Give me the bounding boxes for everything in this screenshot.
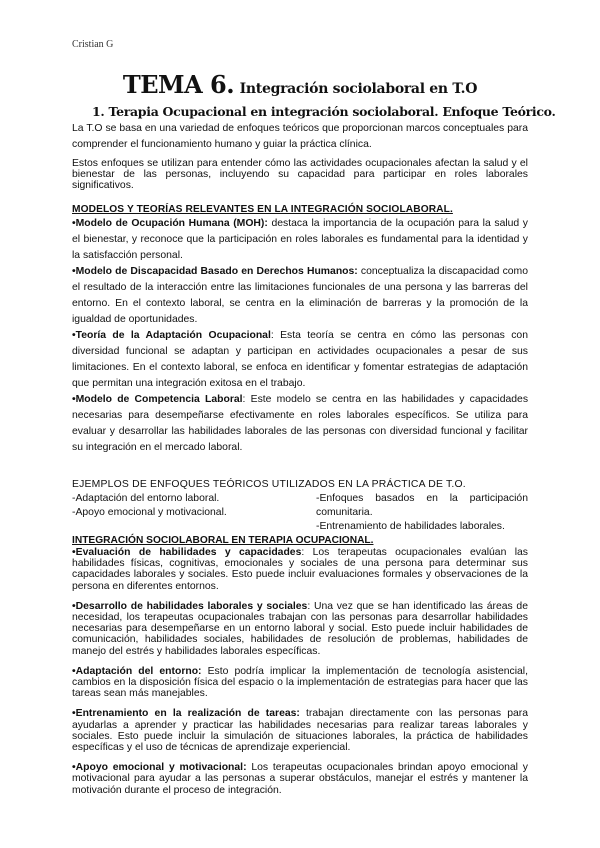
examples-columns <box>72 492 528 534</box>
model-item <box>72 328 528 392</box>
model-text: conceptualiza la discapacidad como el resultado de la interacción entre las limitaciones funcionales de una persona y las barreras del entorno. En el contexto laboral, se centra en la eliminación de barreras y la promoción de la igualdad de oportunidades. <box>72 266 528 325</box>
page-title <box>0 70 600 99</box>
model-text: destaca la importancia de la ocupación para la salud y el bienestar, y reconoce que la participación en roles laborales es fundamental para la identidad y la satisfacción personal. <box>72 218 529 261</box>
integration-item <box>72 708 528 753</box>
section-heading: 1. Terapia Ocupacional en integración sociolaboral. Enfoque Teórico. <box>92 104 556 119</box>
integration-label: •Entrenamiento en la realización de tareas: <box>72 708 300 720</box>
integration-heading: INTEGRACIÓN SOCIOLABORAL EN TERAPIA OCUPACIONAL. <box>72 535 374 546</box>
examples-right-column <box>316 492 528 534</box>
example-item: -Adaptación del entorno laboral. <box>72 493 220 504</box>
integration-label: •Apoyo emocional y motivacional: <box>72 762 247 774</box>
model-item <box>72 264 528 328</box>
examples-heading: EJEMPLOS DE ENFOQUES TEÓRICOS UTILIZADOS EN LA PRÁCTICA DE T.O. <box>72 479 466 490</box>
integration-label: •Desarrollo de habilidades laborales y sociales <box>72 600 308 612</box>
title-subtitle: Integración sociolaboral en T.O <box>239 81 478 97</box>
intro-paragraph: Estos enfoques se utilizan para entender cómo las actividades ocupacionales afectan la salud y el bienestar de las personas, incluyendo su capacidad para participar en roles laborales significativos. <box>72 158 528 191</box>
integration-text: trabajan directamente con las personas para ayudarlas a aprender y practicar las habilidades necesarias para realizar tareas laborales y sociales. Esto puede incluir la simulación de situaciones laborales, la práctica de habilidades específicas y el uso de técnicas de aprendizaje experiencial. <box>72 708 528 754</box>
integration-label: •Adaptación del entorno: <box>72 665 202 677</box>
model-label: •Teoría de la Adaptación Ocupacional <box>72 330 271 341</box>
integration-item <box>72 666 528 700</box>
model-label: •Modelo de Ocupación Humana (MOH): <box>72 218 268 229</box>
model-item <box>72 216 528 264</box>
integration-text: : Los terapeutas ocupacionales evalúan las habilidades físicas, cognitivas, emocionales y sociales de una persona para determinar sus capacidades laborales y sociales. Esto puede incluir evaluaciones formales y observaciones de la persona en diferentes entornos. <box>72 547 528 592</box>
models-heading: MODELOS Y TEORÍAS RELEVANTES EN LA INTEGRACIÓN SOCIOLABORAL. <box>72 204 453 215</box>
integration-item <box>72 601 528 657</box>
examples-left-column <box>72 492 304 534</box>
integration-item <box>72 762 528 796</box>
model-item <box>72 392 528 456</box>
page-header-author: Cristian G <box>72 39 114 50</box>
integration-text: : Una vez que se han identificado las áreas de necesidad, los terapeutas ocupacionales trabajan con las personas para desarrollar habilidades necesarias para desempeñarse en un entorno laboral y social. Esto puede incluir habilidades de comunicación, habilidades sociales, habilidades de resolución de problemas, habilidades de manejo del estrés y habilidades laborales específicas. <box>72 600 528 657</box>
intro-paragraph: La T.O se basa en una variedad de enfoques teóricos que proporcionan marcos conceptuales para comprender el funcionamiento humano y guiar la práctica clínica. <box>72 123 528 150</box>
model-text: : Esta teoría se centra en cómo las personas con diversidad funcional se adaptan y participan en actividades ocupacionales a pesar de sus limitaciones. En el contexto laboral, se enfoca en identificar y fomentar estrategias de adaptación que permitan una integración exitosa en el trabajo. <box>72 330 528 389</box>
integration-text: Los terapeutas ocupacionales brindan apoyo emocional y motivacional para ayudar a las personas a superar obstáculos, manejar el estrés y mantener la motivación durante el proceso de integración. <box>72 762 528 796</box>
example-item: -Enfoques basados en la participación comunitaria. <box>316 493 528 518</box>
document-body <box>72 121 528 805</box>
example-item: -Apoyo emocional y motivacional. <box>72 507 227 518</box>
model-label: •Modelo de Discapacidad Basado en Derechos Humanos: <box>72 266 358 277</box>
integration-label: •Evaluación de habilidades y capacidades <box>72 547 302 558</box>
model-label: •Modelo de Competencia Laboral <box>72 394 243 405</box>
integration-text: Esto podría implicar la implementación de tecnología asistencial, cambios en la disposición física del espacio o la implementación de estrategias para hacer que las tareas sean más manejables. <box>72 665 528 700</box>
model-text: : Este modelo se centra en las habilidades y capacidades necesarias para desempeñarse efectivamente en roles laborales específicos. Se utiliza para evaluar y desarrollar las habilidades laborales de las personas con diversidad funcional y facilitar su integración en el mercado laboral. <box>72 394 529 453</box>
example-item: -Entrenamiento de habilidades laborales. <box>316 521 505 532</box>
integration-item <box>72 547 528 592</box>
title-main: TEMA 6. <box>122 70 235 99</box>
